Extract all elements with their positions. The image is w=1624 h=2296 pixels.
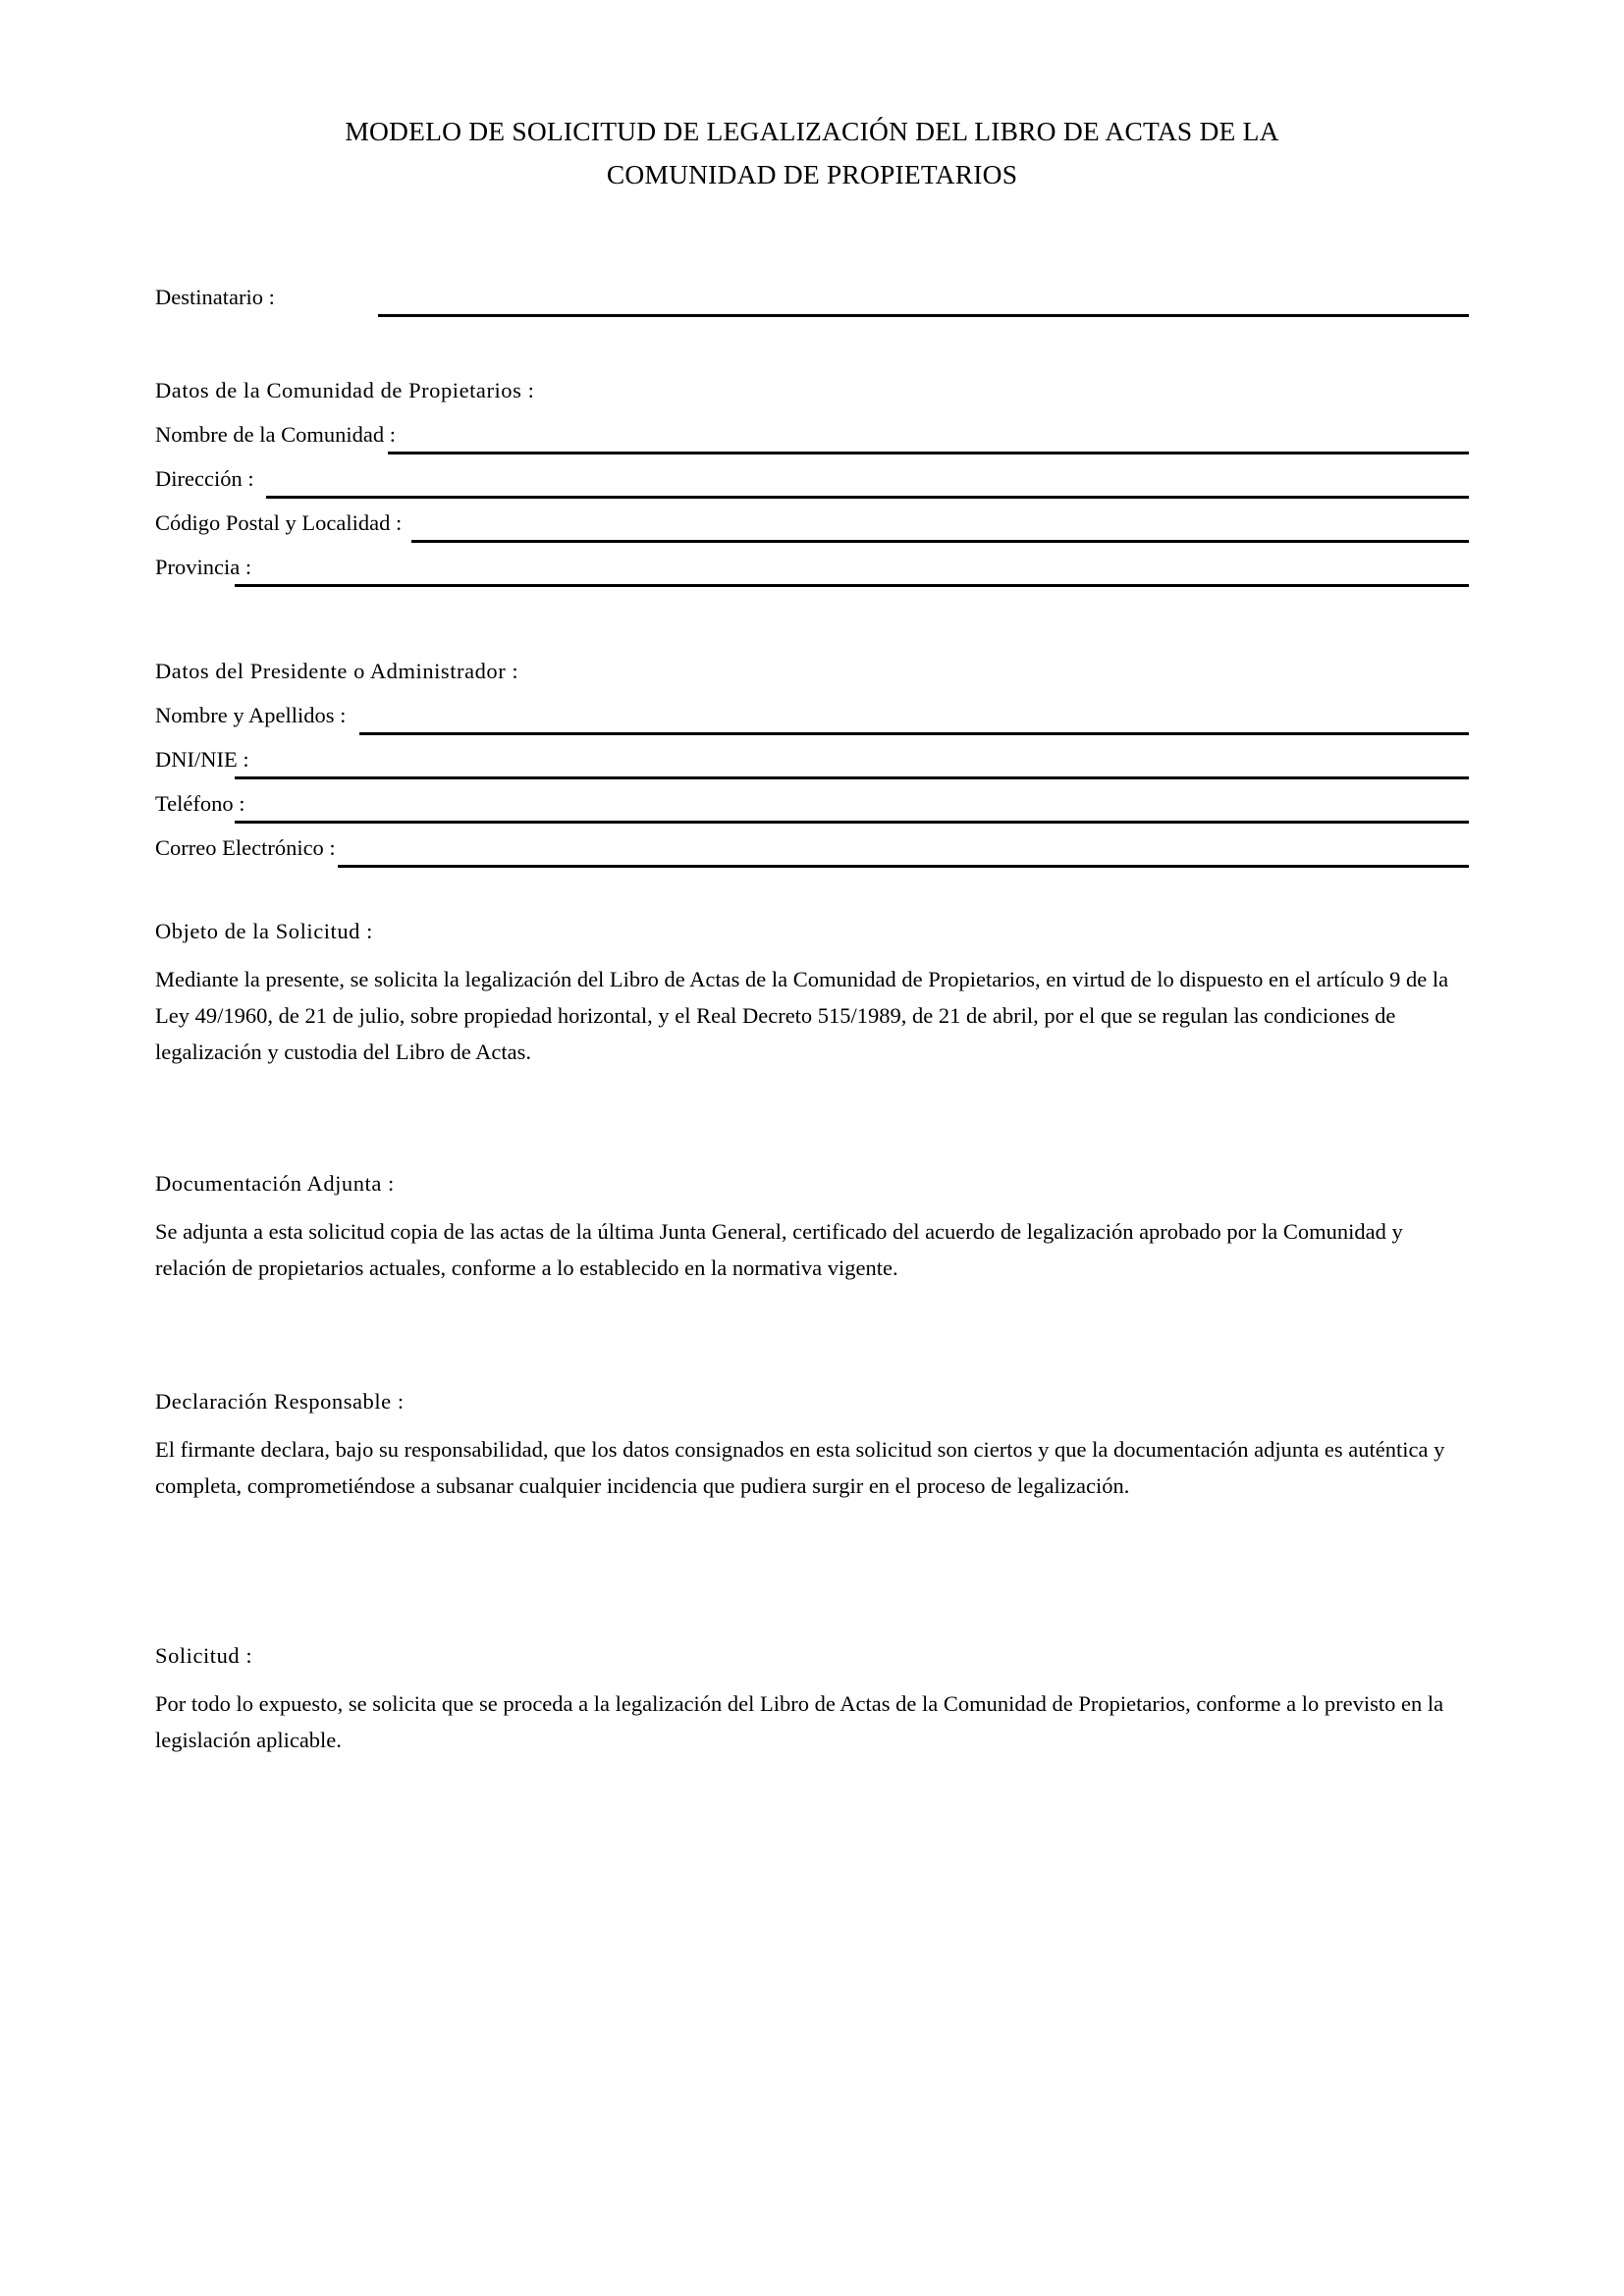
- spacer: [155, 1672, 1471, 1685]
- label-destinatario: Destinatario :: [155, 285, 275, 309]
- page-title: [155, 110, 1469, 196]
- label-nombre-apellidos: Nombre y Apellidos :: [155, 703, 347, 727]
- rule-codigo-postal[interactable]: [411, 540, 1469, 543]
- section-documentacion-adjunta: [155, 1168, 1471, 1286]
- rule-nombre-apellidos[interactable]: [359, 732, 1469, 735]
- label-direccion: Dirección :: [155, 466, 254, 491]
- body-objeto-solicitud: Mediante la presente, se solicita la legalización del Libro de Actas de la Comunidad de Propietarios, en virtud de lo dispuesto en el artículo 9 de la Ley 49/1960, de 21 de julio, sobre propiedad horizontal, y el Real Decreto 515/1989, de 21 de abril, por el que se regulan las condiciones de legalización y custodia del Libro de Actas.: [155, 967, 1449, 1064]
- spacer: [155, 406, 1471, 420]
- rule-dni-nie[interactable]: [235, 776, 1469, 779]
- field-row-codigo-postal: [155, 508, 1471, 553]
- field-row-telefono: [155, 789, 1471, 833]
- label-nombre-comunidad: Nombre de la Comunidad :: [155, 422, 396, 447]
- rule-provincia[interactable]: [235, 584, 1469, 587]
- spacer: [155, 1417, 1471, 1431]
- label-correo-electronico: Correo Electrónico :: [155, 835, 336, 860]
- heading-objeto-solicitud: Objeto de la Solicitud :: [155, 919, 373, 943]
- field-row-destinatario: [155, 283, 1471, 327]
- rule-telefono[interactable]: [235, 821, 1469, 824]
- heading-datos-presidente: Datos del Presidente o Administrador :: [155, 659, 519, 683]
- recipient-block: [155, 283, 1471, 327]
- section-declaracion-responsable: [155, 1386, 1471, 1504]
- page-title-line-1: MODELO DE SOLICITUD DE LEGALIZACIÓN DEL LIBRO DE ACTAS DE LA: [345, 116, 1279, 146]
- body-solicitud: Por todo lo expuesto, se solicita que se proceda a la legalización del Libro de Actas de la Comunidad de Propietarios, conforme a lo previsto en la legislación aplicable.: [155, 1691, 1444, 1752]
- heading-solicitud: Solicitud :: [155, 1643, 253, 1668]
- field-row-nombre-apellidos: [155, 701, 1471, 745]
- body-documentacion-adjunta: Se adjunta a esta solicitud copia de las actas de la última Junta General, certificado del acuerdo de legalización aprobado por la Comunidad y relación de propietarios actuales, conforme a lo establecido en la normativa vigente.: [155, 1219, 1403, 1280]
- heading-declaracion-responsable: Declaración Responsable :: [155, 1389, 405, 1414]
- field-row-nombre-comunidad: [155, 420, 1471, 464]
- section-solicitud: [155, 1640, 1471, 1758]
- section-objeto-solicitud: [155, 916, 1471, 1070]
- spacer: [155, 1200, 1471, 1213]
- body-declaracion-responsable: El firmante declara, bajo su responsabilidad, que los datos consignados en esta solicitud son ciertos y que la documentación adjunta es auténtica y completa, comprometiéndose a subsanar cualquier incidencia que pudiera surgir en el proceso de legalización.: [155, 1437, 1445, 1498]
- label-provincia: Provincia :: [155, 555, 252, 579]
- rule-correo-electronico[interactable]: [338, 865, 1469, 868]
- rule-nombre-comunidad[interactable]: [388, 452, 1469, 454]
- page-title-line-2: COMUNIDAD DE PROPIETARIOS: [606, 159, 1018, 189]
- label-codigo-postal: Código Postal y Localidad :: [155, 510, 403, 535]
- spacer: [155, 687, 1471, 701]
- field-row-dni-nie: [155, 745, 1471, 789]
- field-row-correo-electronico: [155, 833, 1471, 878]
- label-telefono: Teléfono :: [155, 791, 245, 816]
- label-dni-nie: DNI/NIE :: [155, 747, 249, 772]
- field-row-provincia: [155, 553, 1471, 597]
- heading-datos-comunidad: Datos de la Comunidad de Propietarios :: [155, 378, 535, 402]
- field-row-direccion: [155, 464, 1471, 508]
- rule-destinatario[interactable]: [378, 314, 1469, 317]
- community-block: [155, 375, 1471, 597]
- rule-direccion[interactable]: [266, 496, 1469, 499]
- heading-documentacion-adjunta: Documentación Adjunta :: [155, 1171, 395, 1196]
- spacer: [155, 947, 1471, 961]
- president-block: [155, 656, 1471, 878]
